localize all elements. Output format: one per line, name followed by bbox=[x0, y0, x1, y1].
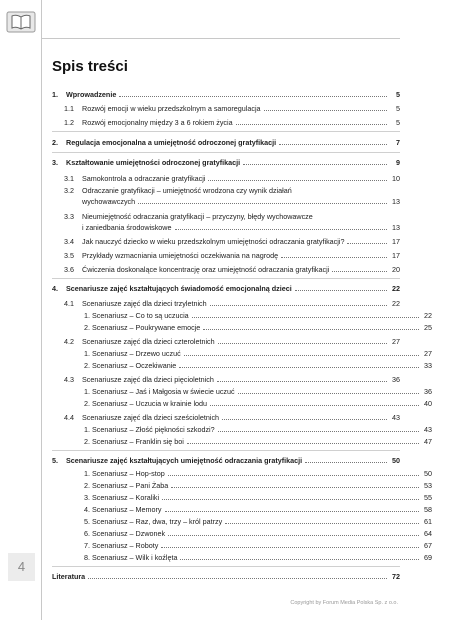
leader-dots bbox=[168, 474, 419, 476]
divider bbox=[52, 450, 400, 451]
leader-dots bbox=[264, 109, 387, 111]
toc-section[interactable]: 1.2 Rozwój emocjonalny między 3 a 6 rokiem życia 5 bbox=[64, 118, 400, 127]
leader-dots bbox=[180, 558, 419, 560]
toc-section[interactable]: 4.2 Scenariusze zajęć dla dzieci czteroletnich 27 bbox=[64, 337, 400, 346]
toc-scenario[interactable]: 3. Scenariusz – Koraliki 55 bbox=[84, 493, 432, 502]
toc-chapter[interactable]: 4. Scenariusze zajęć kształtujących świadomość emocjonalną dzieci 22 bbox=[52, 284, 400, 293]
leader-dots bbox=[162, 498, 419, 500]
leader-dots bbox=[165, 510, 420, 512]
leader-dots bbox=[332, 270, 387, 272]
leader-dots bbox=[161, 546, 419, 548]
toc-section[interactable]: 3.4 Jak nauczyć dziecko w wieku przedszkolnym umiejętności odraczania gratyfikacji? 17 bbox=[64, 237, 400, 246]
copyright-footer: Copyright by Forum Media Polska Sp. z o.o. bbox=[290, 600, 398, 606]
toc-section[interactable]: 3.5 Przykłady wzmacniania umiejętności oczekiwania na nagrodę 17 bbox=[64, 251, 400, 260]
toc-scenario[interactable]: 1. Scenariusz – Jaś i Małgosia w świecie uczuć 36 bbox=[84, 387, 432, 396]
leader-dots bbox=[175, 228, 388, 230]
leader-dots bbox=[281, 256, 387, 258]
leader-dots bbox=[184, 354, 419, 356]
toc-scenario[interactable]: 4. Scenariusz – Memory 58 bbox=[84, 505, 432, 514]
toc-section[interactable]: 1.1 Rozwój emocji w wieku przedszkolnym a samoregulacja 5 bbox=[64, 104, 400, 113]
toc-scenario[interactable]: 1. Scenariusz – Złość piękności szkodzi? 43 bbox=[84, 425, 432, 434]
page-number: 4 bbox=[8, 553, 35, 581]
leader-dots bbox=[210, 404, 419, 406]
leader-dots bbox=[218, 342, 387, 344]
leader-dots bbox=[218, 430, 419, 432]
leader-dots bbox=[217, 380, 387, 382]
leader-dots bbox=[171, 486, 419, 488]
toc-chapter[interactable]: 3. Kształtowanie umiejętności odroczonej gratyfikacji 9 bbox=[52, 158, 400, 167]
leader-dots bbox=[203, 328, 419, 330]
sidebar-line bbox=[41, 0, 42, 620]
toc-scenario[interactable]: 2. Scenariusz – Franklin się boi 47 bbox=[84, 437, 432, 446]
toc-section[interactable]: 4.3 Scenariusze zajęć dla dzieci pięcioletnich 36 bbox=[64, 375, 400, 384]
leader-dots bbox=[225, 522, 419, 524]
leader-dots bbox=[305, 461, 387, 463]
toc-section[interactable]: 3.1 Samokontrola a odraczanie gratyfikacji 10 bbox=[64, 174, 400, 183]
toc-section[interactable]: 3.2 wychowawczych 13 bbox=[64, 186, 400, 206]
leader-dots bbox=[88, 577, 387, 579]
divider bbox=[52, 566, 400, 567]
leader-dots bbox=[279, 143, 387, 145]
toc-chapter[interactable]: 2. Regulacja emocjonalna a umiejętność odroczonej gratyfikacji 7 bbox=[52, 138, 400, 147]
leader-dots bbox=[347, 242, 387, 244]
toc-chapter[interactable]: 1. Wprowadzenie 5 bbox=[52, 90, 400, 99]
header-rule bbox=[41, 38, 400, 39]
toc-section[interactable]: 4.4 Scenariusze zajęć dla dzieci sześcioletnich 43 bbox=[64, 413, 400, 422]
divider bbox=[52, 131, 400, 132]
toc-scenario[interactable]: 6. Scenariusz – Dzwonek 64 bbox=[84, 529, 432, 538]
toc-scenario[interactable]: 8. Scenariusz – Wilk i koźlęta 69 bbox=[84, 553, 432, 562]
toc-section-line1: Odraczanie gratyfikacji – umiejętność wrodzona czy wynik działań bbox=[82, 186, 292, 195]
page-title: Spis treści bbox=[52, 58, 128, 75]
toc-scenario[interactable]: 5. Scenariusz – Raz, dwa, trzy – król patrzy 61 bbox=[84, 517, 432, 526]
toc-scenario[interactable]: 2. Scenariusz – Pani Żaba 53 bbox=[84, 481, 432, 490]
toc-scenario[interactable]: 2. Scenariusz – Oczekiwanie 33 bbox=[84, 361, 432, 370]
toc-scenario[interactable]: 2. Scenariusz – Poukrywane emocje 25 bbox=[84, 323, 432, 332]
book-icon bbox=[6, 11, 36, 33]
leader-dots bbox=[210, 304, 387, 306]
leader-dots bbox=[208, 179, 387, 181]
toc-section[interactable]: 3.3 i zaniedbania środowiskowe 13 bbox=[64, 212, 400, 232]
toc-section[interactable]: 3.6 Ćwiczenia doskonalące koncentrację oraz umiejętność odraczania gratyfikacji 20 bbox=[64, 265, 400, 274]
toc-scenario[interactable]: 7. Scenariusz – Roboty 67 bbox=[84, 541, 432, 550]
toc-section-line1: Nieumiejętność odraczania gratyfikacji – przyczyny, błędy wychowawcze bbox=[82, 212, 313, 221]
toc-scenario[interactable]: 1. Scenariusz – Drzewo uczuć 27 bbox=[84, 349, 432, 358]
leader-dots bbox=[179, 366, 419, 368]
leader-dots bbox=[238, 392, 419, 394]
leader-dots bbox=[119, 95, 387, 97]
toc-section[interactable]: 4.1 Scenariusze zajęć dla dzieci trzyletnich 22 bbox=[64, 299, 400, 308]
divider bbox=[52, 152, 400, 153]
leader-dots bbox=[192, 316, 419, 318]
toc-scenario[interactable]: 1. Scenariusz – Co to są uczucia 22 bbox=[84, 311, 432, 320]
leader-dots bbox=[187, 442, 419, 444]
leader-dots bbox=[236, 123, 387, 125]
leader-dots bbox=[243, 163, 387, 165]
toc-bibliography[interactable]: Literatura 72 bbox=[52, 572, 400, 581]
leader-dots bbox=[168, 534, 419, 536]
toc-chapter[interactable]: 5. Scenariusze zajęć kształtujących umiejętność odraczania gratyfikacji 50 bbox=[52, 456, 400, 465]
toc-scenario[interactable]: 1. Scenariusz – Hop-stop 50 bbox=[84, 469, 432, 478]
leader-dots bbox=[138, 202, 387, 204]
leader-dots bbox=[295, 289, 387, 291]
leader-dots bbox=[222, 418, 387, 420]
toc-scenario[interactable]: 2. Scenariusz – Uczucia w krainie lodu 40 bbox=[84, 399, 432, 408]
divider bbox=[52, 278, 400, 279]
